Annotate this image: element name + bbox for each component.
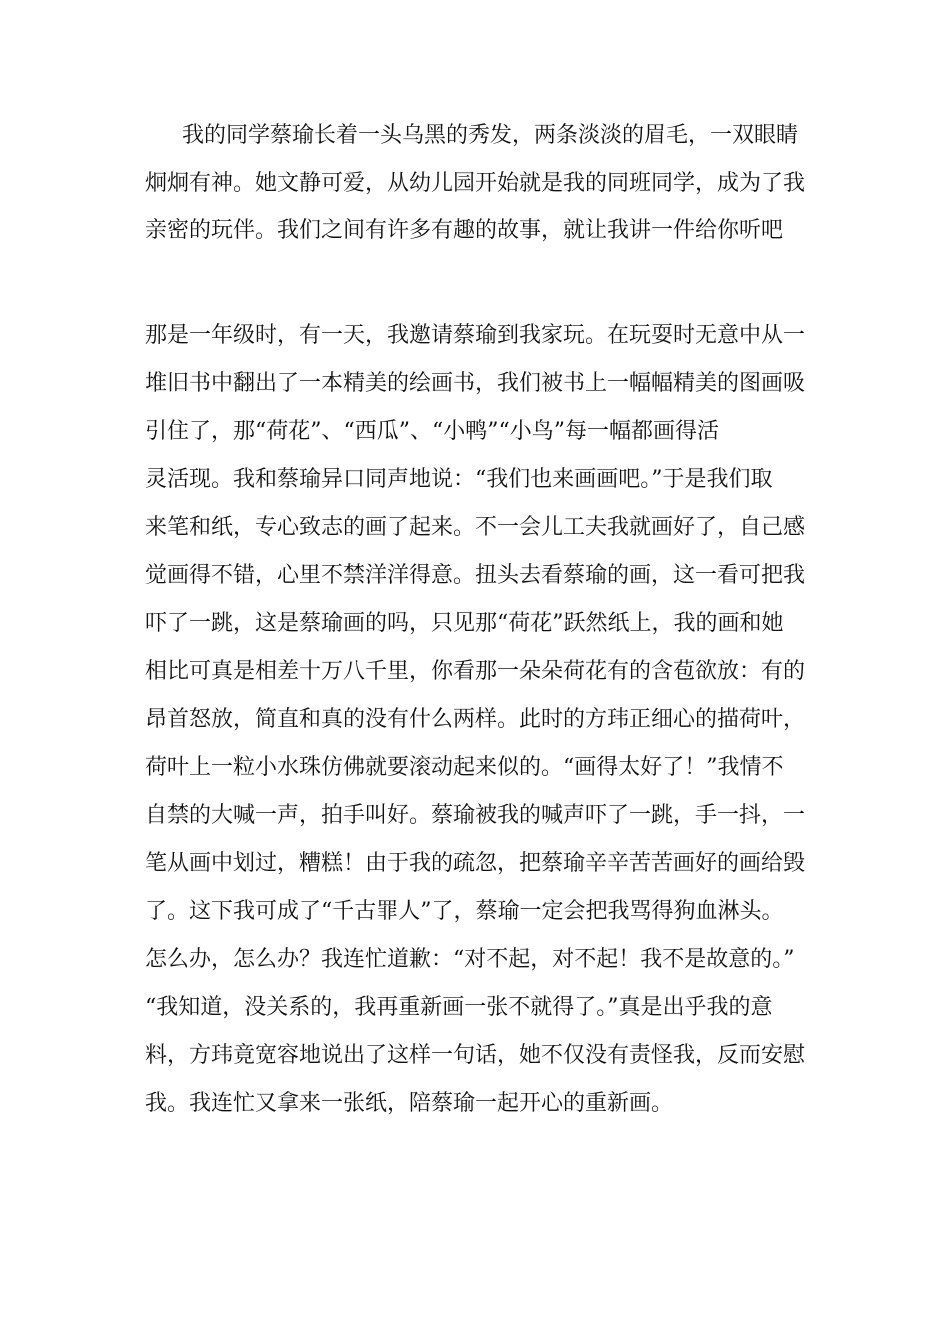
paragraph-line: 怎么办，怎么办？我连忙道歉：“对不起，对不起！我不是故意的。” <box>145 947 795 972</box>
paragraph-line: 来笔和纸，专心致志的画了起来。不一会儿工夫我就画好了，自己感 <box>145 515 806 540</box>
paragraph-line: 相比可真是相差十万八千里，你看那一朵朵荷花有的含苞欲放：有的 <box>145 659 806 684</box>
paragraph-line: “我知道，没关系的，我再重新画一张不就得了。”真是出乎我的意 <box>145 995 773 1020</box>
paragraph-line: 引住了，那“荷花”、“西瓜”、“小鸭”“小鸟”每一幅都画得活 <box>145 419 719 444</box>
paragraph-line: 吓了一跳，这是蔡瑜画的吗，只见那“荷花”跃然纸上，我的画和她 <box>145 611 784 636</box>
paragraph-line: 昂首怒放，简直和真的没有什么两样。此时的方玮正细心的描荷叶， <box>145 707 806 732</box>
paragraph-line: 自禁的大喊一声，拍手叫好。蔡瑜被我的喊声吓了一跳，手一抖，一 <box>145 803 806 828</box>
paragraph-line: 觉画得不错，心里不禁洋洋得意。扭头去看蔡瑜的画，这一看可把我 <box>145 563 806 588</box>
paragraph-line: 亲密的玩伴。我们之间有许多有趣的故事，就让我讲一件给你听吧 <box>145 218 784 243</box>
paragraph-line: 那是一年级时，有一天，我邀请蔡瑜到我家玩。在玩耍时无意中从一 <box>145 323 806 348</box>
paragraph-line: 堆旧书中翻出了一本精美的绘画书，我们被书上一幅幅精美的图画吸 <box>145 371 806 396</box>
paragraph-line: 灵活现。我和蔡瑜异口同声地说：“我们也来画画吧。”于是我们取 <box>145 467 773 492</box>
paragraph-line: 炯炯有神。她文静可爱，从幼儿园开始就是我的同班同学，成为了我 <box>145 171 806 196</box>
paragraph-line: 笔从画中划过，糟糕！由于我的疏忽，把蔡瑜辛辛苦苦画好的画给毁 <box>145 851 806 876</box>
paragraph-line: 我的同学蔡瑜长着一头乌黑的秀发，两条淡淡的眉毛，一双眼睛 <box>182 123 799 148</box>
paragraph-line: 了。这下我可成了“千古罪人”了，蔡瑜一定会把我骂得狗血淋头。 <box>145 899 784 924</box>
paragraph-line: 料，方玮竟宽容地说出了这样一句话，她不仅没有责怪我，反而安慰 <box>145 1043 806 1068</box>
paragraph-line: 荷叶上一粒小水珠仿佛就要滚动起来似的。“画得太好了！”我情不 <box>145 755 784 780</box>
paragraph-line: 我。我连忙又拿来一张纸，陪蔡瑜一起开心的重新画。 <box>145 1091 674 1116</box>
